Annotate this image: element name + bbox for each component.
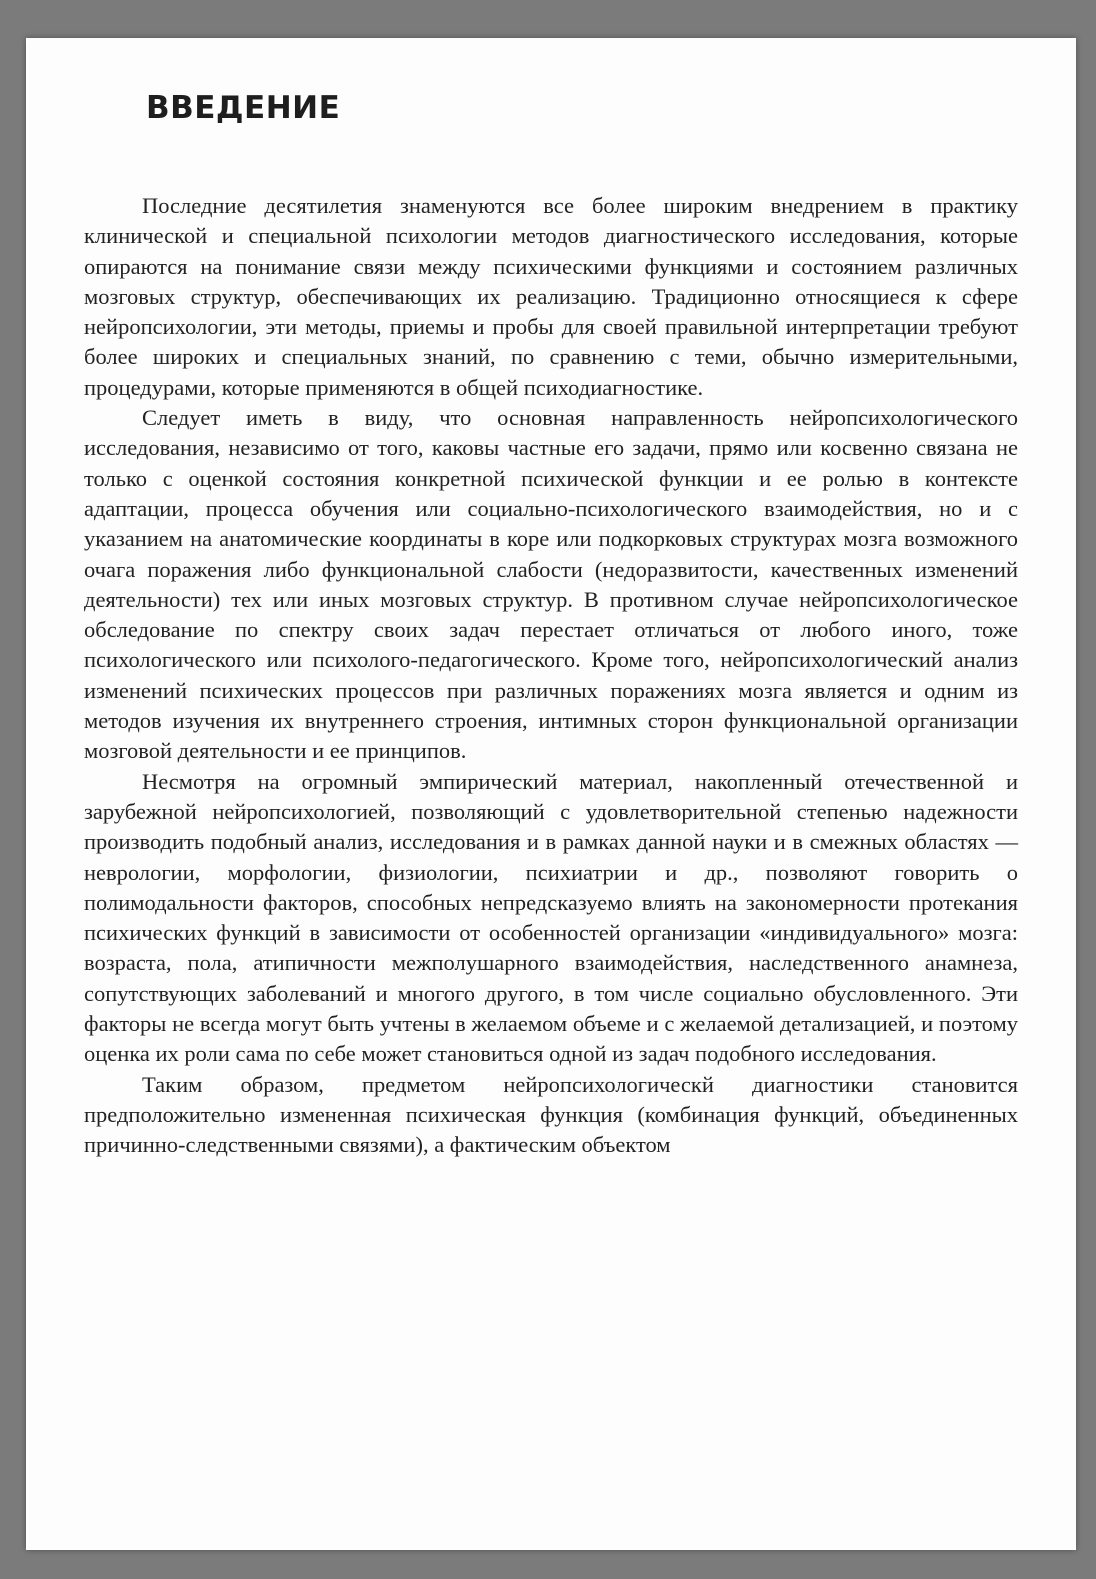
page-title: ВВЕДЕНИЕ bbox=[146, 90, 341, 126]
body-text bbox=[84, 191, 1018, 1161]
paragraph: Таким образом, предметом нейропсихологическй диагностики становится предположительно измененная психическая функция (комбинация функций, объединенных причинно-следственными связями), а фактическим объектом bbox=[84, 1071, 1018, 1158]
paragraph: Несмотря на огромный эмпирический материал, накопленный отечественной и зарубежной нейропсихологией, позволяющий с удовлетворительной степенью надежности производить подобный анализ, исследования и в рамках данной науки и в смежных областях — неврологии, морфологии, физиологии, психиатрии и др., позволяют говорить о полимодальности факторов, способных непредсказуемо влиять на закономерности протекания психических функций в зависимости от особенностей организации «индивидуального» мозга: возраста, пола, атипичности межполушарного взаимодействия, наследственного анамнеза, сопутствующих заболеваний и многого другого, в том числе социально обусловленного. Эти факторы не всегда могут быть учтены в желаемом объеме и с желаемой детализацией, и поэтому оценка их роли сама по себе может становиться одной из задач подобного исследования. bbox=[84, 768, 1018, 1067]
paragraph: Последние десятилетия знаменуются все более широким внедрением в практику клинической и специальной психологии методов диагностического исследования, которые опираются на понимание связи между психическими функциями и состоянием различных мозговых структур, обеспечивающих их реализацию. Традиционно относящиеся к сфере нейропсихологии, эти методы, приемы и пробы для своей правильной интерпретации требуют более широких и специальных знаний, по сравнению с теми, обычно измерительными, процедурами, которые применяются в общей психодиагностике. bbox=[84, 193, 1018, 400]
document-page bbox=[26, 38, 1076, 1550]
paragraph: Следует иметь в виду, что основная направленность нейропсихологического исследования, независимо от того, каковы частные его задачи, прямо или косвенно связана не только с оценкой состояния конкретной психической функции и ее ролью в контексте адаптации, процесса обучения или социально-психологического взаимодействия, но и с указанием на анатомические координаты в коре или подкорковых структурах мозга возможного очага поражения либо функциональной слабости (недоразвитости, качественных изменений деятельности) тех или иных мозговых структур. В противном случае нейропсихологическое обследование по спектру своих задач перестает отличаться от любого иного, тоже психологического или психолого-педагогического. Кроме того, нейропсихологический анализ изменений психических процессов при различных поражениях мозга является и одним из методов изучения их внутреннего строения, интимных сторон функциональной организации мозговой деятельности и ее принципов. bbox=[84, 405, 1018, 764]
